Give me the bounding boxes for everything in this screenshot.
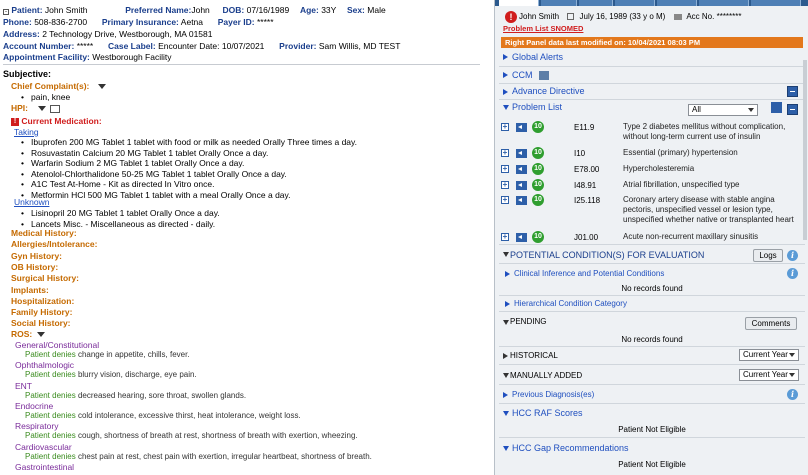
problem-badge: 10	[532, 231, 544, 243]
ros-text: chest pain at rest, chest pain with exertion, irregular heartbeat, shortness of breath.	[77, 451, 372, 461]
hpi-label	[11, 103, 60, 113]
current-med-label: Current Medication:	[21, 116, 102, 126]
tab-5[interactable]	[657, 0, 697, 6]
history-heading: OB History:	[11, 261, 59, 272]
calendar-icon	[567, 13, 574, 20]
id-icon	[674, 14, 682, 20]
section-divider	[499, 83, 805, 84]
hcc-gap-heading[interactable]: HCC Gap Recommendations	[512, 443, 629, 453]
chief-complaint-text: Chief Complaint(s):	[11, 81, 90, 91]
last-modified-bar: Right Panel data last modified on: 10/04/2021 08:03 PM	[501, 37, 803, 48]
ros-prefix: Patient denies	[25, 451, 76, 461]
header-row-1	[3, 5, 386, 15]
collapse-icon[interactable]	[503, 105, 509, 110]
section-advance-directive[interactable]: Advance Directive	[512, 86, 585, 96]
ros-system: General/Constitutional	[15, 340, 100, 350]
section-divider	[499, 364, 805, 365]
problem-filter-select[interactable]: All	[688, 104, 758, 116]
problem-row	[495, 231, 808, 245]
pending-heading[interactable]: PENDING	[510, 317, 547, 326]
not-eligible-text: Patient Not Eligible	[618, 425, 686, 434]
problem-row	[495, 147, 808, 161]
move-problem-button[interactable]	[516, 123, 527, 132]
sex-value: Male	[367, 5, 386, 15]
right-panel	[494, 0, 808, 475]
problem-code: E11.9	[574, 123, 595, 132]
current-med-heading	[11, 116, 102, 126]
payer-value: *****	[257, 17, 274, 27]
expand-problem-icon[interactable]: +	[502, 164, 508, 173]
collapse-icon[interactable]: -	[5, 9, 7, 15]
ros-finding	[25, 452, 372, 461]
panel-tabs	[495, 0, 808, 6]
header-row-2	[3, 17, 274, 27]
template-icon[interactable]	[50, 105, 60, 113]
collapse-icon[interactable]	[503, 320, 509, 325]
preferred-label: Preferred Name:	[125, 5, 192, 15]
problem-code: I10	[574, 149, 586, 158]
problem-code: I25.118	[574, 196, 601, 205]
chief-complaint-value: • pain, knee	[31, 92, 70, 102]
subjective-heading: Subjective:	[3, 69, 52, 79]
expand-icon[interactable]	[505, 271, 510, 277]
medication-item: • Warfarin Sodium 2 MG Tablet 1 tablet Orally Once a day.	[31, 158, 244, 168]
section-divider	[499, 346, 805, 347]
ros-system: Gastrointestinal	[15, 461, 75, 472]
section-divider	[499, 384, 805, 385]
comments-button[interactable]: Comments	[745, 317, 797, 330]
previous-diagnosis-heading[interactable]: Previous Diagnosis(es)	[512, 390, 595, 399]
rp-patient-name: John Smith	[519, 12, 560, 21]
problem-list-menu-button[interactable]	[787, 104, 798, 115]
section-divider	[499, 244, 805, 245]
medication-item: • Rosuvastatin Calcium 20 MG Tablet 1 tablet Orally Once a day.	[31, 148, 268, 158]
alert-icon: !	[11, 118, 19, 126]
hierarchical-condition-heading[interactable]: Hierarchical Condition Category	[514, 299, 627, 308]
account-label: Account Number:	[3, 41, 75, 51]
dropdown-icon[interactable]	[37, 332, 45, 337]
ros-finding	[25, 370, 197, 379]
case-value: Encounter Date: 10/07/2021	[158, 41, 265, 51]
ros-finding	[25, 391, 246, 400]
tab-6[interactable]	[699, 0, 749, 6]
problem-row	[495, 194, 808, 224]
ros-text: change in appetite, chills, fever.	[77, 350, 190, 359]
account-value: *****	[76, 41, 94, 51]
rp-dob: July 16, 1989 (33 y o M)	[579, 12, 666, 21]
age-label: Age:	[299, 5, 319, 15]
ros-system: ENT	[15, 380, 32, 391]
no-records-text: No records found	[621, 284, 683, 293]
back-arrow-icon[interactable]	[771, 102, 782, 113]
phone-value: 508-836-2700	[34, 17, 88, 27]
expand-problem-icon[interactable]: +	[502, 148, 508, 157]
section-divider	[499, 263, 805, 264]
problem-row	[495, 163, 808, 177]
header-row-4	[3, 41, 400, 51]
problem-row	[495, 121, 808, 141]
ros-text: decreased hearing, sore throat, swollen glands.	[77, 390, 247, 400]
expand-problem-icon[interactable]: +	[502, 232, 508, 241]
medication-item: • Lancets Misc. - Miscellaneous as directed - daily.	[31, 219, 215, 229]
chief-complaint-label	[11, 81, 106, 91]
ros-text: blurry vision, discharge, eye pain.	[77, 370, 197, 380]
medication-item: • Ibuprofen 200 MG Tablet 1 tablet with food or milk as needed Orally Three times a day.	[31, 137, 357, 147]
facility-value: Westborough Facility	[92, 52, 172, 62]
historical-year-select[interactable]: Current Year	[739, 349, 799, 361]
header-divider	[3, 64, 480, 65]
ros-system: Ophthalmologic	[15, 360, 75, 371]
problem-badge: 10	[532, 194, 544, 206]
expand-icon[interactable]	[505, 301, 510, 307]
insurance-label: Primary Insurance:	[101, 17, 179, 27]
section-divider	[499, 295, 805, 296]
ros-label	[11, 329, 45, 339]
logs-button[interactable]: Logs	[753, 249, 783, 262]
move-problem-button[interactable]	[516, 181, 527, 190]
tab-overview[interactable]	[499, 0, 539, 6]
expand-icon[interactable]	[503, 353, 508, 359]
ros-text: cough, shortness of breath at rest, shortness of breath with exertion, wheezing.	[77, 431, 358, 441]
section-problem-list[interactable]: Problem List	[512, 102, 563, 112]
ros-system: Endocrine	[15, 400, 54, 411]
history-heading: Gyn History:	[11, 250, 63, 261]
no-records-text: No records found	[621, 335, 683, 344]
sex-label: Sex:	[346, 5, 365, 15]
dob-value: 07/16/1989	[246, 5, 290, 15]
problem-description: Hypercholesteremia	[623, 164, 695, 173]
ros-finding	[25, 411, 301, 420]
collapse-icon[interactable]	[503, 411, 509, 416]
medication-item: • Metformin HCl 500 MG Tablet 1 tablet with a meal Orally Once a day.	[31, 190, 291, 200]
move-problem-button[interactable]	[516, 233, 527, 242]
problem-code: I48.91	[574, 181, 597, 190]
history-heading: Social History:	[11, 318, 71, 329]
provider-value: Sam Willis, MD TEST	[318, 41, 401, 51]
collapse-icon[interactable]	[503, 252, 509, 257]
expand-problem-icon[interactable]: +	[502, 122, 508, 131]
header-row-5	[3, 52, 171, 62]
phone-label: Phone:	[3, 17, 32, 27]
expand-icon[interactable]	[503, 54, 508, 60]
alert-icon: !	[505, 11, 517, 23]
manually-added-heading[interactable]: MANUALLY ADDED	[510, 371, 583, 380]
patient-summary	[519, 12, 742, 21]
header-row-3	[3, 29, 212, 39]
ros-system: Cardiovascular	[15, 441, 72, 452]
historical-heading[interactable]: HISTORICAL	[510, 351, 558, 360]
expand-icon[interactable]	[503, 72, 508, 78]
section-divider	[499, 311, 805, 312]
ros-system: Respiratory	[15, 421, 59, 432]
move-problem-button[interactable]	[516, 196, 527, 205]
tab-2[interactable]	[541, 0, 577, 6]
problem-list-snomed-link[interactable]: Problem List SNOMED	[503, 24, 584, 33]
dropdown-icon[interactable]	[98, 84, 106, 89]
medication-item: • A1C Test At-Home - Kit as directed In Vitro once.	[31, 179, 214, 189]
clinical-inference-heading[interactable]: Clinical Inference and Potential Conditions	[514, 269, 665, 278]
not-eligible-text: Patient Not Eligible	[618, 460, 686, 469]
patient-name: John Smith	[44, 5, 88, 15]
dropdown-icon[interactable]	[38, 106, 46, 111]
insurance-value: Aetna	[180, 17, 204, 27]
ros-prefix: Patient denies	[25, 370, 76, 380]
problem-description: Coronary artery disease with stable angina pectoris, unspecified vessel or lesion type, unspecified whether native or transplanted heart	[623, 195, 794, 224]
ccm-icon[interactable]	[539, 71, 549, 80]
unknown-link[interactable]: Unknown	[14, 197, 50, 207]
expand-problem-icon[interactable]: +	[502, 195, 508, 204]
section-global-alerts[interactable]: Global Alerts	[512, 52, 564, 62]
ros-text: ROS:	[11, 329, 33, 339]
move-problem-button[interactable]	[516, 149, 527, 158]
potential-conditions-heading[interactable]: POTENTIAL CONDITION(S) FOR EVALUATION	[510, 250, 705, 260]
ros-finding	[25, 431, 358, 440]
history-heading: Implants:	[11, 284, 49, 295]
problem-description: Essential (primary) hypertension	[623, 148, 738, 157]
problem-badge: 10	[532, 179, 544, 191]
history-heading: Medical History:	[11, 228, 77, 238]
rp-acc-label: Acc No.	[686, 12, 715, 21]
problem-badge: 10	[532, 147, 544, 159]
ros-prefix: Patient denies	[25, 410, 76, 420]
scrollbar[interactable]	[803, 60, 807, 240]
history-heading: Hospitalization:	[11, 295, 75, 306]
dob-label: DOB:	[222, 5, 245, 15]
medication-item: • Atenolol-Chlorthalidone 50-25 MG Tablet 1 tablet Orally Once a day.	[31, 169, 287, 179]
collapse-icon[interactable]	[503, 446, 509, 451]
move-problem-button[interactable]	[516, 165, 527, 174]
history-heading: Surgical History:	[11, 273, 80, 284]
ros-text: cold intolerance, excessive thirst, heat intolerance, weight loss.	[77, 410, 301, 420]
tab-4[interactable]	[615, 0, 655, 6]
section-divider	[499, 66, 805, 67]
hpi-text: HPI:	[11, 103, 28, 113]
history-heading: Family History:	[11, 307, 73, 318]
address-label: Address:	[3, 29, 40, 39]
ros-finding	[25, 350, 190, 359]
problem-code: J01.00	[574, 233, 599, 242]
problem-code: E78.00	[574, 165, 600, 174]
payer-label: Payer ID:	[217, 17, 255, 27]
problem-row	[495, 179, 808, 193]
problem-badge: 10	[532, 121, 544, 133]
manually-added-year-select[interactable]: Current Year	[739, 369, 799, 381]
info-icon[interactable]: i	[787, 389, 798, 400]
section-ccm[interactable]: CCM	[512, 70, 533, 80]
ros-prefix: Patient denies	[25, 431, 76, 441]
history-heading: Allergies/Intolerance:	[11, 239, 98, 250]
collapse-icon[interactable]	[503, 373, 509, 378]
problem-badge: 10	[532, 163, 544, 175]
age-value: 33Y	[321, 5, 337, 15]
info-icon[interactable]: i	[787, 268, 798, 279]
expand-icon[interactable]	[503, 89, 508, 95]
section-divider	[499, 99, 805, 100]
rp-acc-value: ********	[716, 12, 742, 21]
case-label: Case Label:	[107, 41, 156, 51]
provider-label: Provider:	[279, 41, 317, 51]
taking-link[interactable]: Taking	[14, 127, 39, 137]
facility-label: Appointment Facility:	[3, 52, 90, 62]
medication-item: • Lisinopril 20 MG Tablet 1 tablet Orally Once a day.	[31, 208, 220, 218]
info-icon[interactable]: i	[787, 250, 798, 261]
ros-prefix: Patient denies	[25, 390, 76, 400]
ros-prefix: Patient denies	[25, 350, 76, 359]
section-divider	[499, 403, 805, 404]
section-divider	[499, 437, 805, 438]
preferred-name: John	[191, 5, 210, 15]
advance-directive-menu-button[interactable]	[787, 86, 798, 97]
tab-7[interactable]	[751, 0, 801, 6]
patient-label: Patient:	[11, 5, 43, 15]
expand-problem-icon[interactable]: +	[502, 180, 508, 189]
tab-3[interactable]	[579, 0, 613, 6]
problem-description: Type 2 diabetes mellitus without complication, without long-term current use of insulin	[623, 122, 786, 141]
expand-icon[interactable]	[503, 392, 508, 398]
address-value: 2 Technology Drive, Westborough, MA 01581	[42, 29, 213, 39]
section-ccm-row[interactable]	[512, 70, 549, 80]
hcc-raf-heading[interactable]: HCC RAF Scores	[512, 408, 583, 418]
problem-description: Acute non-recurrent maxillary sinusitis	[623, 232, 759, 241]
problem-description: Atrial fibrillation, unspecified type	[623, 180, 740, 189]
